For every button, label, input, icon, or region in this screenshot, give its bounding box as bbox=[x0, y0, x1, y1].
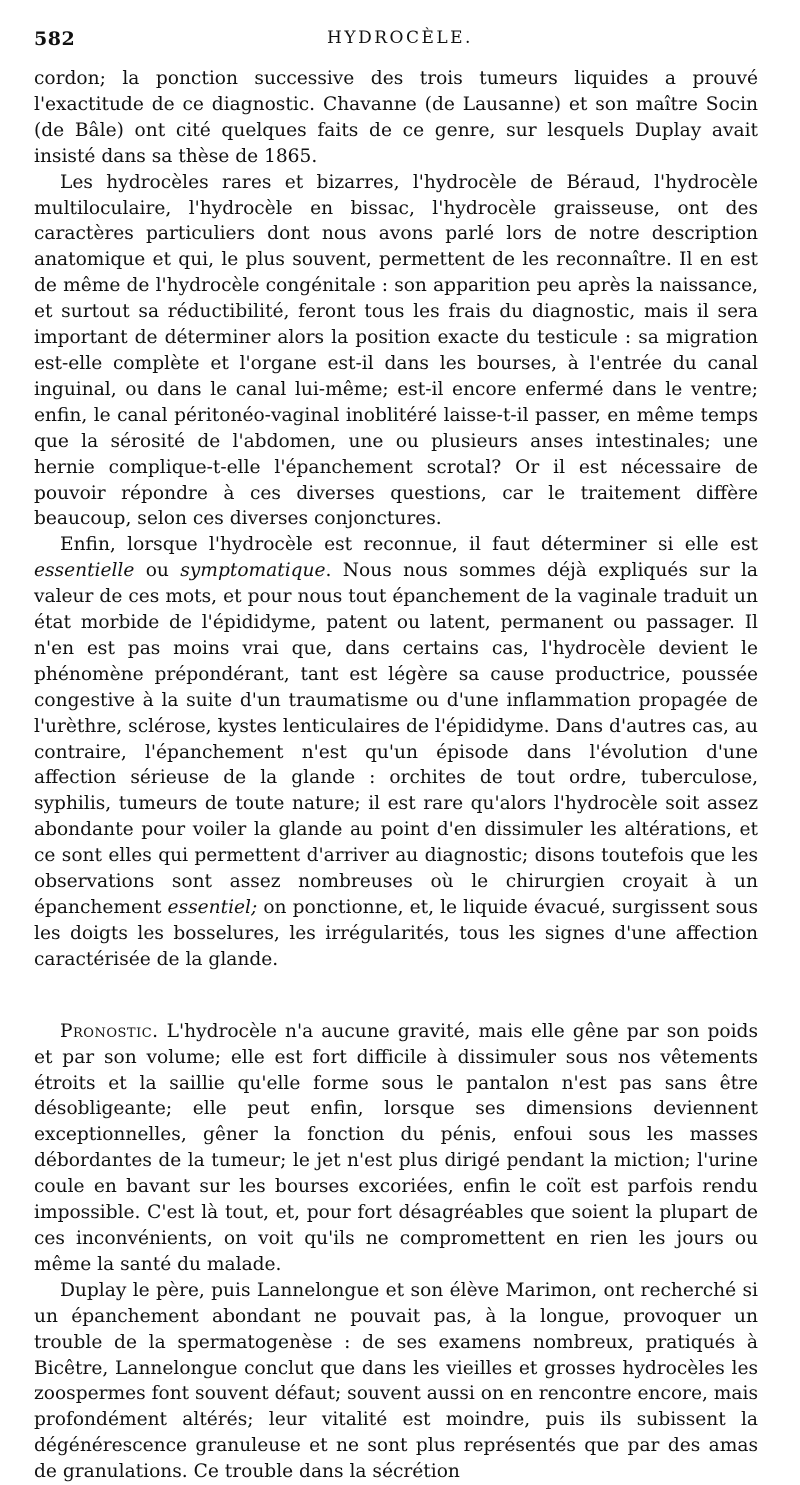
paragraph-text: Duplay le père, puis Lannelongue et son élève Marimon, ont recherché si un épanchement abondant ne pouvait pas, à la longue, provoquer un trouble de la spermatogenèse : de ses examens nombreux, pratiqués à Bicêtre, Lannelongue conclut que dans les vieilles et grosses hydrocèles les zoospermes font souvent défaut; souvent aussi on en rencontre encore, mais profondément altérés; leur vitalité est moindre, puis ils subissent la dégénérescence granuleuse et ne sont plus représentés que par des amas de granulations. Ce trouble dans la sécrétion bbox=[34, 1279, 758, 1483]
paragraph-essential-symptomatic bbox=[34, 532, 758, 972]
paragraph-text: Les hydrocèles rares et bizarres, l'hydrocèle de Béraud, l'hydrocèle multiloculaire, l'hydrocèle en bissac, l'hydrocèle graisseuse, ont des caractères particuliers dont nous avons parlé lors de notre description anatomique et qui, le plus souvent, permettent de les reconnaître. Il en est de même de l'hydrocèle congénitale : son apparition peu après la naissance, et surtout sa réductibilité, feront tous les frais du diagnostic, mais il sera important de déterminer alors la position exacte du testicule : sa migration est-elle complète et l'organe est-il dans les bourses, à l'entrée du canal inguinal, ou dans le canal lui-même; est-il encore enfermé dans le ventre; enfin, le canal péritonéo-vaginal inoblitéré laisse-t-il passer, en même temps que la sérosité de l'abdomen, une ou plusieurs anses intestinales; une hernie complique-t-elle l'épanchement scrotal? Or il est nécessaire de pouvoir répondre à ces diverses questions, car le traitement diffère beaucoup, selon ces diverses conjonctures. bbox=[34, 171, 758, 530]
italic-term-essentiel: essentiel; bbox=[167, 897, 258, 918]
italic-term-symptomatique: symptomatique bbox=[180, 560, 326, 582]
running-title: HYDROCÈLE. bbox=[327, 28, 473, 48]
paragraph-text-start: Enfin, lorsque l'hydrocèle est reconnue, il faut déterminer si elle est bbox=[60, 534, 758, 556]
paragraph-text: cordon; la ponction successive des trois tumeurs liquides a prouvé l'exactitude de ce diagnostic. Chavanne (de Lausanne) et son maître Socin (de Bâle) ont cité quelques faits de ce genre, sur lesquels Duplay avait insisté dans sa thèse de 1865. bbox=[34, 68, 758, 167]
paragraph-text-connector: ou bbox=[134, 560, 181, 582]
paragraph-continuation bbox=[34, 66, 758, 170]
section-spacer bbox=[34, 973, 758, 1019]
paragraph-text-body: . Nous nous sommes déjà expliqués sur la valeur de ces mots, et pour nous tout épanchement de la vaginale traduit un état morbide de l'épididyme, patent ou latent, permanent ou passager. Il n'en est pas moins vrai que, dans certains cas, l'hydrocèle devient le phénomène prépondérant, tant est légère sa cause productrice, poussée congestive à la suite d'un traumatisme ou d'une inflammation propagée de l'urèthre, sclérose, kystes lenticulaires de l'épididyme. Dans d'autres cas, au contraire, l'épanchement n'est qu'un épisode dans l'évolution d'une affection sérieuse de la glande : orchites de tout ordre, tuberculose, syphilis, tumeurs de toute nature; il est rare qu'alors l'hydrocèle soit assez abondante pour voiler la glande au point d'en dissimuler les altérations, et ce sont elles qui permettent d'arriver au diagnostic; disons toutefois que les observations sont assez nombreuses où le chirurgien croyait à un épanchement bbox=[34, 560, 758, 918]
paragraph-text-end: on ponctionne, et, le liquide évacué, surgissent sous les doigts les bosselures, les irrégularités, tous les signes d'une affection caractérisée de la glande. bbox=[34, 897, 758, 970]
running-head bbox=[34, 28, 766, 52]
body-text bbox=[34, 66, 758, 1485]
italic-term-essentielle: essentielle bbox=[34, 560, 135, 582]
section-heading-pronostic: Pronostic. bbox=[60, 1020, 159, 1042]
paragraph-text: L'hydrocèle n'a aucune gravité, mais elle gêne par son poids et par son volume; elle est fort difficile à dissimuler sous nos vêtements étroits et la saillie qu'elle forme sous le pantalon n'est pas sans être désobligeante; elle peut enfin, lorsque ses dimensions deviennent exceptionnelles, gêner la fonction du pénis, enfoui sous les masses débordantes de la tumeur; le jet n'est plus dirigé pendant la miction; l'urine coule en bavant sur les bourses excoriées, enfin le coït est parfois rendu impossible. C'est là tout, et, pour fort désagréables que soient la plupart de ces inconvénients, on voit qu'ils ne compromettent en rien les jours ou même la santé du malade. bbox=[34, 1020, 758, 1275]
paragraph-rare-hydroceles bbox=[34, 170, 758, 533]
paragraph-pronostic bbox=[34, 1019, 758, 1278]
page-number: 582 bbox=[34, 28, 76, 50]
paragraph-duplay bbox=[34, 1278, 758, 1485]
